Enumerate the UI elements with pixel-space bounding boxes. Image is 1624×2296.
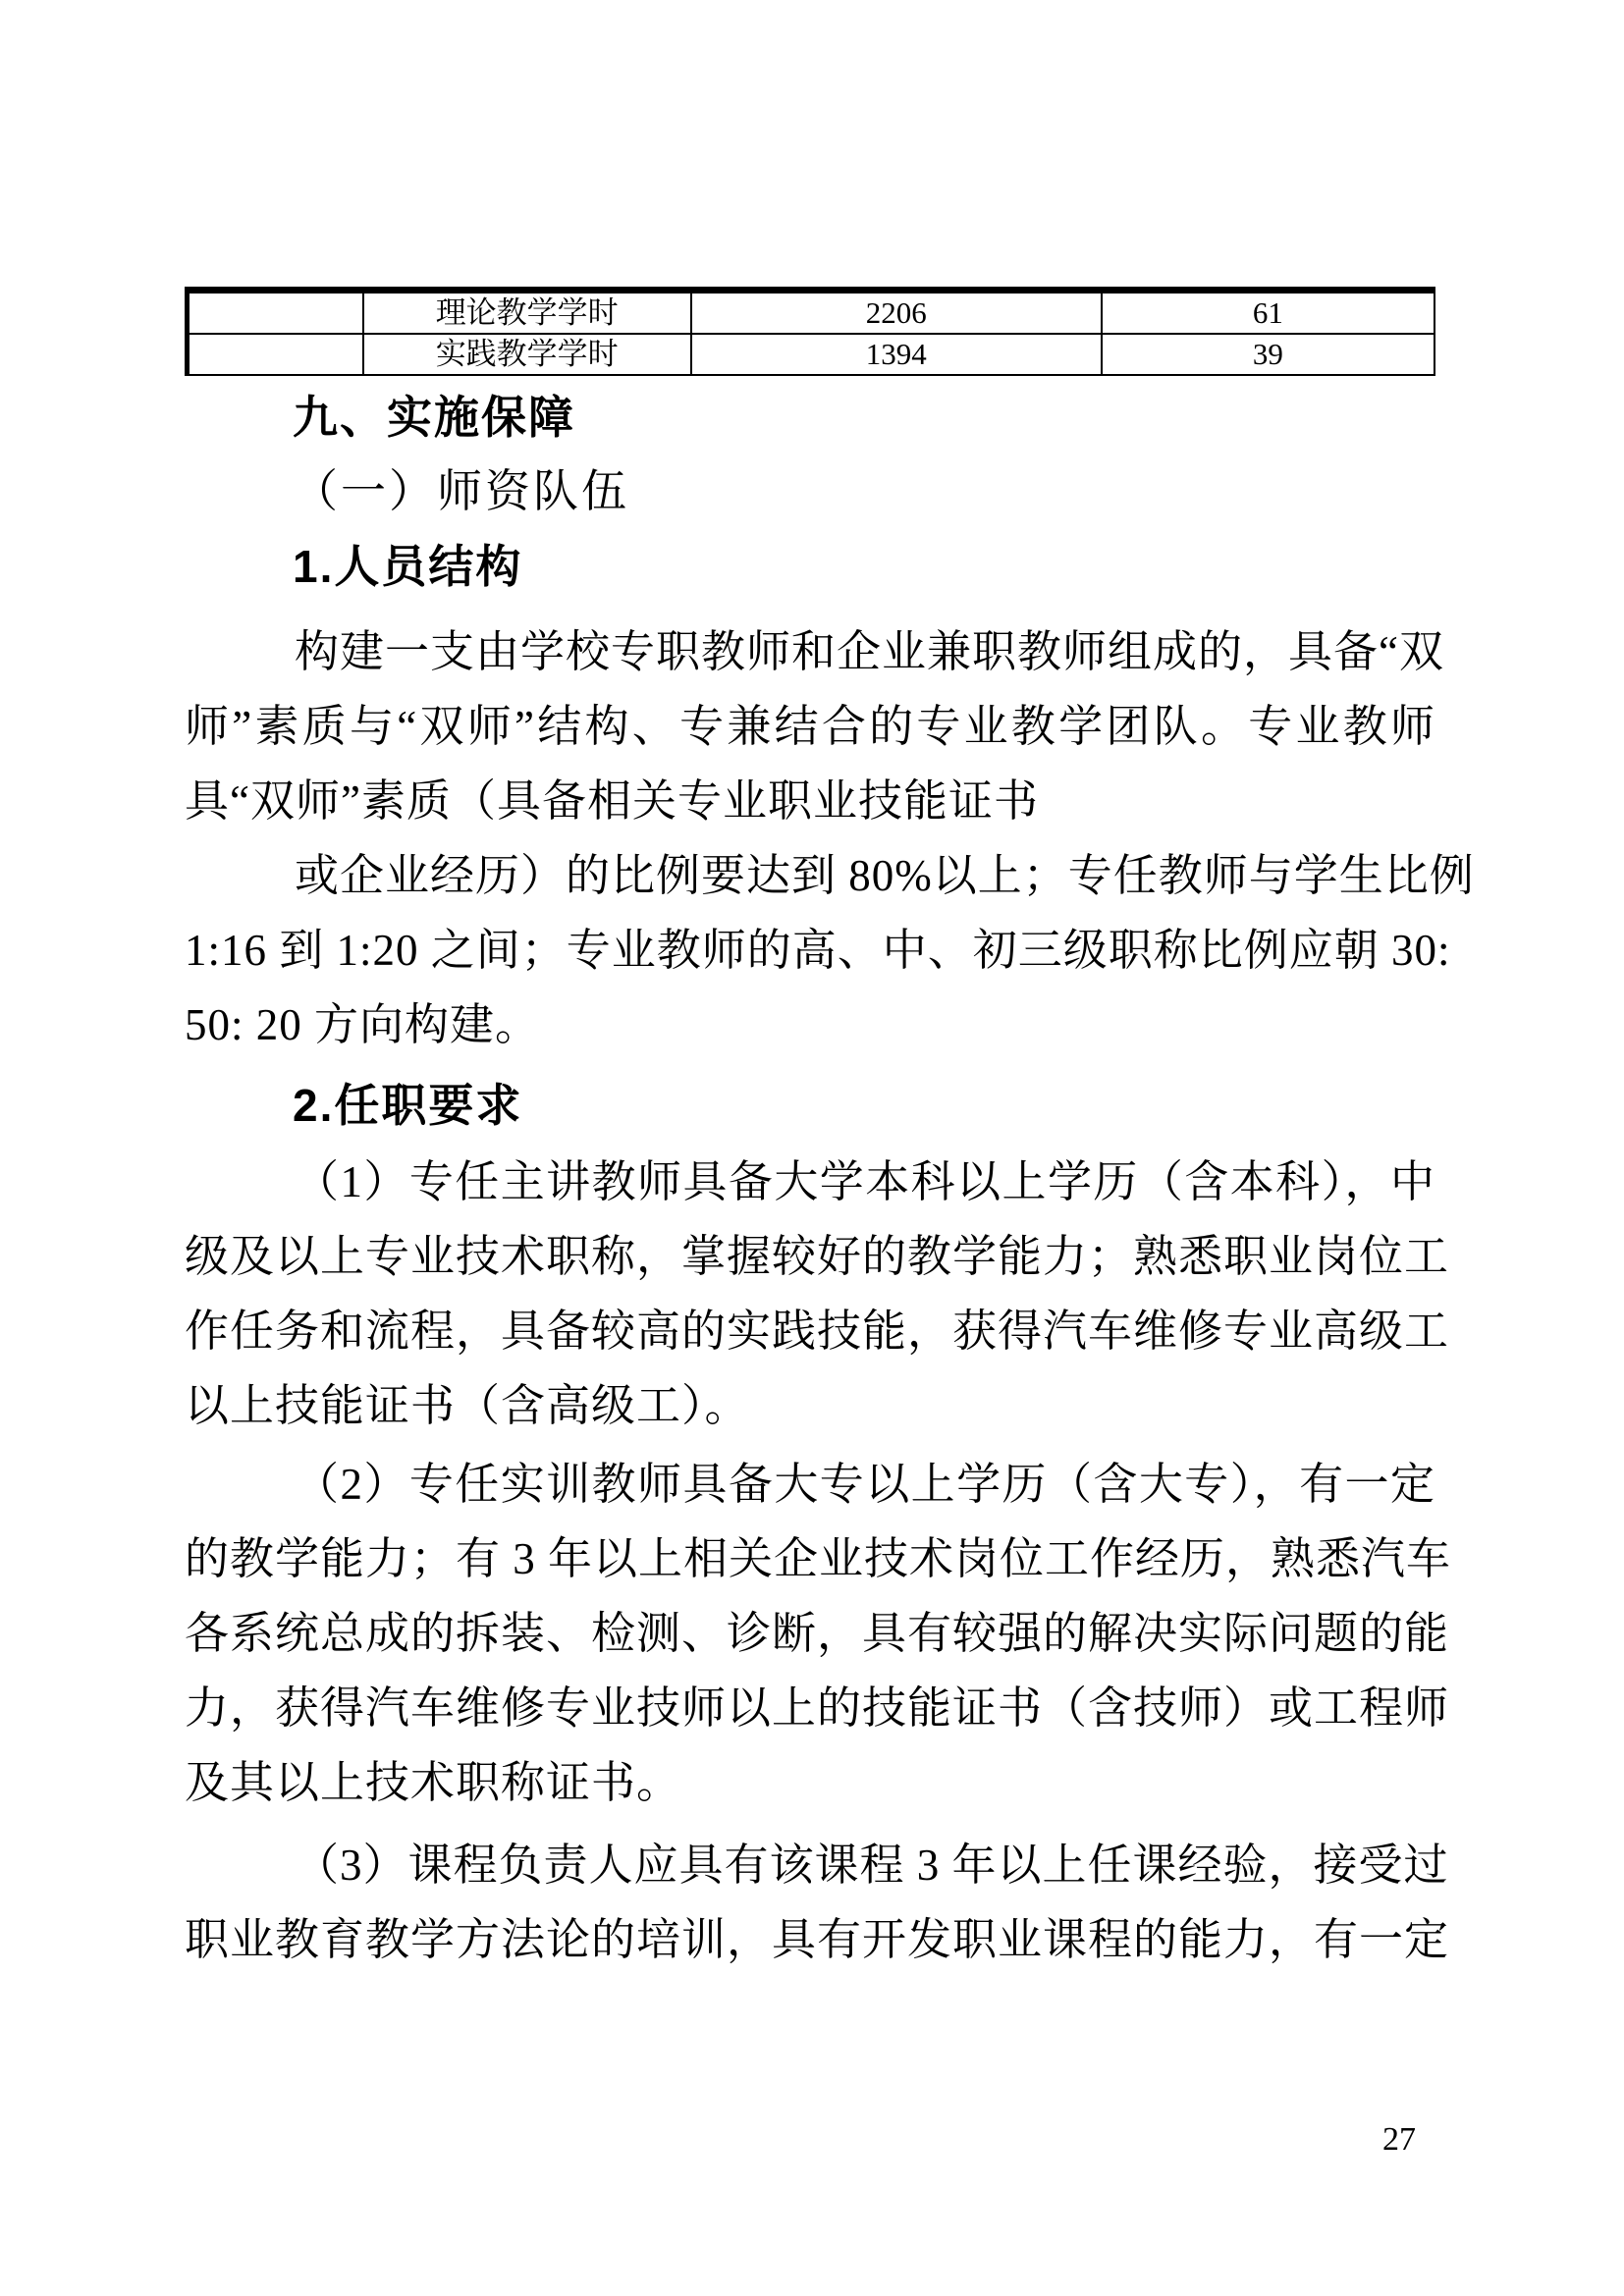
table-cell-percent: 61 (1102, 291, 1435, 335)
paragraph (185, 1447, 1452, 1820)
table-row (188, 291, 1435, 335)
paragraph (185, 1828, 1450, 1977)
text-line: 具“双师”素质（具备相关专业职业技能证书 (185, 776, 1039, 826)
paragraph (185, 614, 1444, 838)
table-cell-label: 理论教学学时 (363, 291, 691, 335)
text-line: 或企业经历）的比例要达到 80%以上；专任教师与学生比例 (295, 851, 1475, 900)
text-line: 作任务和流程，具备较高的实践技能，获得汽车维修专业高级工 (185, 1307, 1450, 1356)
paragraph (185, 1145, 1450, 1443)
text-line: 的教学能力；有 3 年以上相关企业技术岗位工作经历，熟悉汽车 (185, 1534, 1452, 1583)
text-line: 构建一支由学校专职教师和企业兼职教师组成的，具备“双 (295, 627, 1444, 676)
page-number: 27 (1382, 2121, 1416, 2158)
teaching-hours-table (185, 287, 1435, 376)
table-cell-label: 实践教学学时 (363, 334, 691, 375)
paragraph (185, 838, 1475, 1062)
text-line: 各系统总成的拆装、检测、诊断，具有较强的解决实际问题的能 (185, 1609, 1450, 1658)
text-line: （1）专任主讲教师具备大学本科以上学历（含本科），中 (295, 1157, 1435, 1206)
text-line: 级及以上专业技术职称，掌握较好的教学能力；熟悉职业岗位工 (185, 1232, 1450, 1281)
text-line: 师”素质与“双师”结构、专兼结合的专业教学团队。专业教师 (185, 702, 1435, 751)
text-line: （3）课程负责人应具有该课程 3 年以上任课经验，接受过 (295, 1841, 1449, 1890)
table-row (188, 334, 1435, 375)
item-heading-1: 1.人员结构 (293, 541, 523, 592)
text-line: 50: 20 方向构建。 (185, 1000, 541, 1049)
item-heading-2: 2.任职要求 (293, 1080, 523, 1131)
text-line: 力，获得汽车维修专业技师以上的技能证书（含技师）或工程师 (185, 1683, 1450, 1733)
text-line: 1:16 到 1:20 之间；专业教师的高、中、初三级职称比例应朝 30: (185, 926, 1451, 975)
text-line: 及其以上技术职称证书。 (185, 1758, 682, 1807)
table-cell-hours: 2206 (691, 291, 1102, 335)
subsection-heading: （一）师资队伍 (293, 466, 629, 516)
table-cell-hours: 1394 (691, 334, 1102, 375)
text-line: （2）专任实训教师具备大专以上学历（含大专），有一定 (295, 1460, 1435, 1509)
table-cell-percent: 39 (1102, 334, 1435, 375)
text-line: 以上技能证书（含高级工）。 (185, 1381, 750, 1430)
table-cell-category (188, 291, 363, 335)
table-cell-category (188, 334, 363, 375)
text-line: 职业教育教学方法论的培训，具有开发职业课程的能力，有一定 (185, 1915, 1450, 1964)
section-heading: 九、实施保障 (293, 392, 575, 443)
page-content (185, 287, 1475, 1977)
